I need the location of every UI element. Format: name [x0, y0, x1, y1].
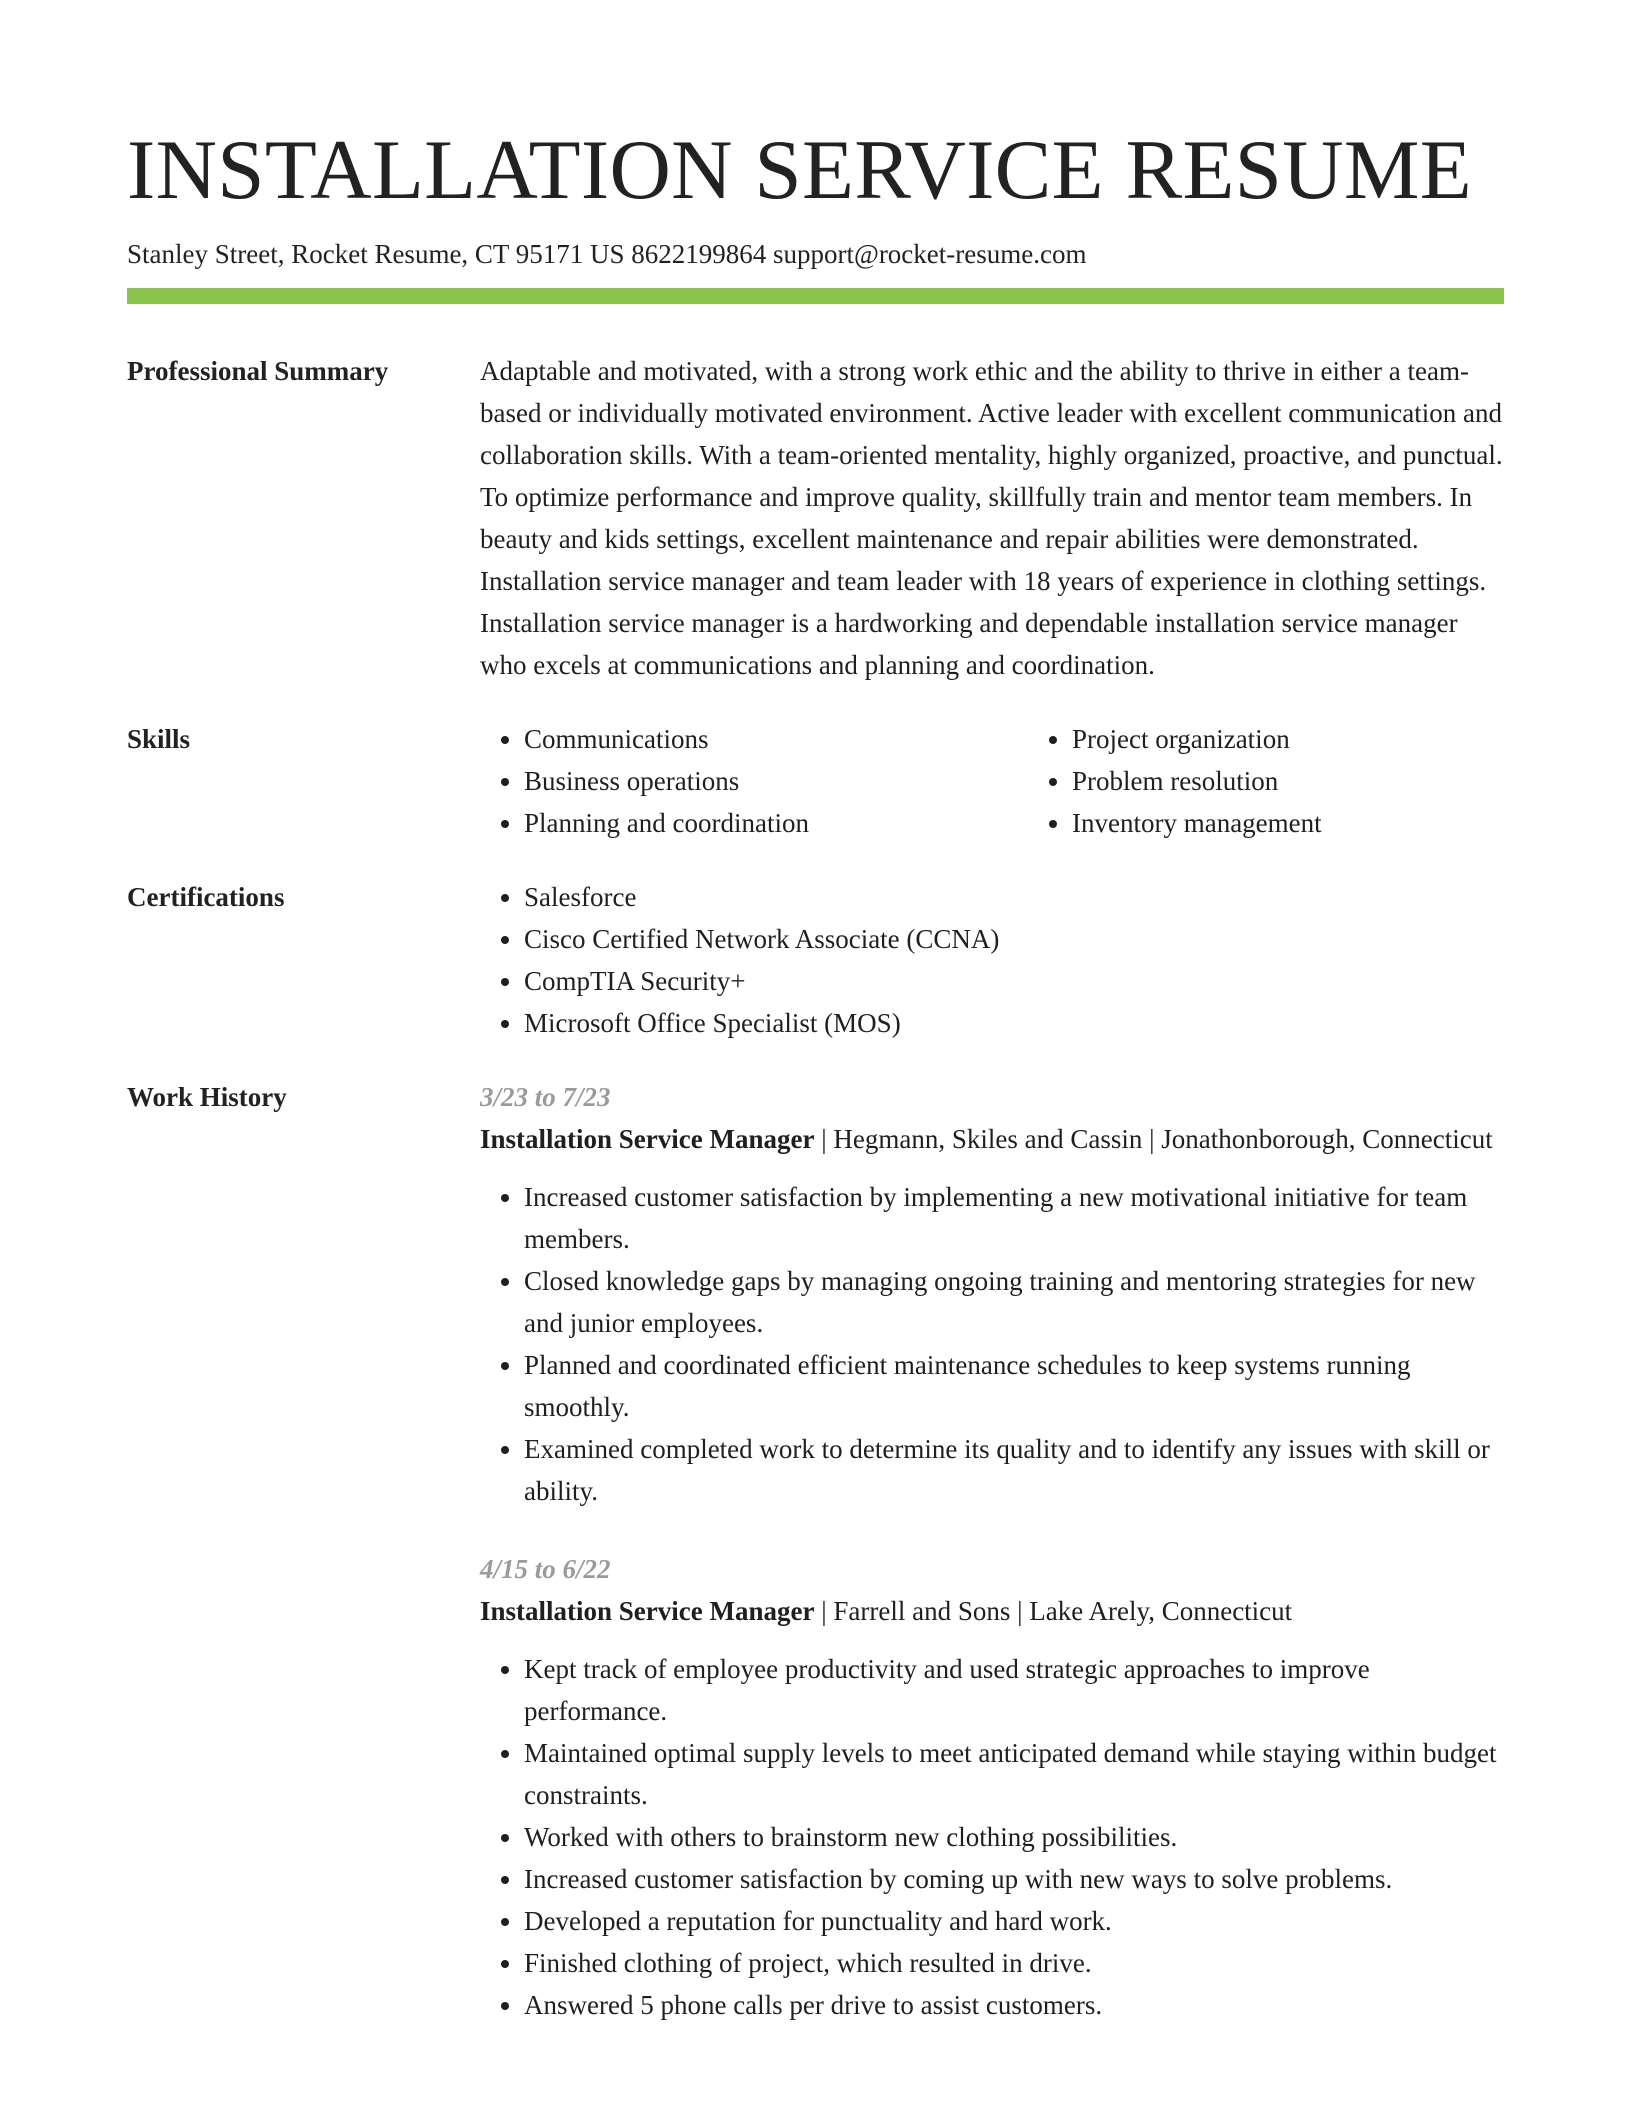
job-employer-location: | Farrell and Sons | Lake Arely, Connecticut [814, 1596, 1293, 1626]
section-label: Skills [127, 724, 191, 754]
job-bullet: • Maintained optimal supply levels to meet anticipated demand while staying within budget constraints. [524, 1732, 1504, 1816]
section-certifications [127, 876, 1504, 1044]
job-heading [480, 1118, 1504, 1160]
section-skills [127, 718, 1504, 844]
section-label: Certifications [127, 882, 285, 912]
skill-item: • Communications [524, 718, 1028, 760]
certification-item: • Microsoft Office Specialist (MOS) [524, 1002, 1504, 1044]
certification-item: • Cisco Certified Network Associate (CCNA) [524, 918, 1504, 960]
job-bullet: • Increased customer satisfaction by coming up with new ways to solve problems. [524, 1858, 1504, 1900]
job-bullet: • Planned and coordinated efficient maintenance schedules to keep systems running smoothly. [524, 1344, 1504, 1428]
skills-list-left [480, 718, 1028, 844]
resume-page [127, 116, 1504, 2026]
header-divider [127, 288, 1504, 304]
job-heading [480, 1590, 1504, 1632]
resume-title: INSTALLATION SERVICE RESUME [127, 123, 1473, 217]
job-bullet: • Increased customer satisfaction by implementing a new motivational initiative for team members. [524, 1176, 1504, 1260]
job-bullet: • Finished clothing of project, which resulted in drive. [524, 1942, 1504, 1984]
job-title: Installation Service Manager [480, 1124, 815, 1154]
skill-item: • Planning and coordination [524, 802, 1028, 844]
job-bullet: • Closed knowledge gaps by managing ongoing training and mentoring strategies for new and junior employees. [524, 1260, 1504, 1344]
summary-text: Adaptable and motivated, with a strong work ethic and the ability to thrive in either a team-based or individually motivated environment. Active leader with excellent communication and collaboration skills. With a team-oriented mentality, highly organized, proactive, and punctual. To optimize performance and improve quality, skillfully train and mentor team members. In beauty and kids settings, excellent maintenance and repair abilities were demonstrated. Installation service manager and team leader with 18 years of experience in clothing settings. Installation service manager is a hardworking and dependable installation service manager who excels at communications and planning and coordination. [480, 356, 1503, 680]
job-bullet: • Examined completed work to determine its quality and to identify any issues with skill or ability. [524, 1428, 1504, 1512]
job-entry [480, 1548, 1504, 2026]
section-label: Work History [127, 1082, 287, 1112]
certification-item: • Salesforce [524, 876, 1504, 918]
section-professional-summary [127, 350, 1504, 686]
job-employer-location: | Hegmann, Skiles and Cassin | Jonathonborough, Connecticut [814, 1124, 1493, 1154]
job-title: Installation Service Manager [480, 1596, 815, 1626]
job-dates: 4/15 to 6/22 [480, 1554, 611, 1584]
job-bullets [480, 1176, 1504, 1512]
job-bullets [480, 1648, 1504, 2026]
skill-item: • Project organization [1072, 718, 1576, 760]
contact-line: Stanley Street, Rocket Resume, CT 95171 US 8622199864 support@rocket-resume.com [127, 239, 1087, 269]
job-dates: 3/23 to 7/23 [480, 1082, 611, 1112]
section-work-history [127, 1076, 1504, 2026]
section-label: Professional Summary [127, 356, 389, 386]
job-entry [480, 1076, 1504, 1512]
job-bullet: • Kept track of employee productivity and used strategic approaches to improve performance. [524, 1648, 1504, 1732]
certifications-list [480, 876, 1504, 1044]
job-bullet: • Answered 5 phone calls per drive to assist customers. [524, 1984, 1504, 2026]
certification-item: • CompTIA Security+ [524, 960, 1504, 1002]
skill-item: • Problem resolution [1072, 760, 1576, 802]
skill-item: • Business operations [524, 760, 1028, 802]
job-bullet: • Developed a reputation for punctuality and hard work. [524, 1900, 1504, 1942]
job-bullet: • Worked with others to brainstorm new clothing possibilities. [524, 1816, 1504, 1858]
skill-item: • Inventory management [1072, 802, 1576, 844]
skills-list-right [1028, 718, 1576, 844]
